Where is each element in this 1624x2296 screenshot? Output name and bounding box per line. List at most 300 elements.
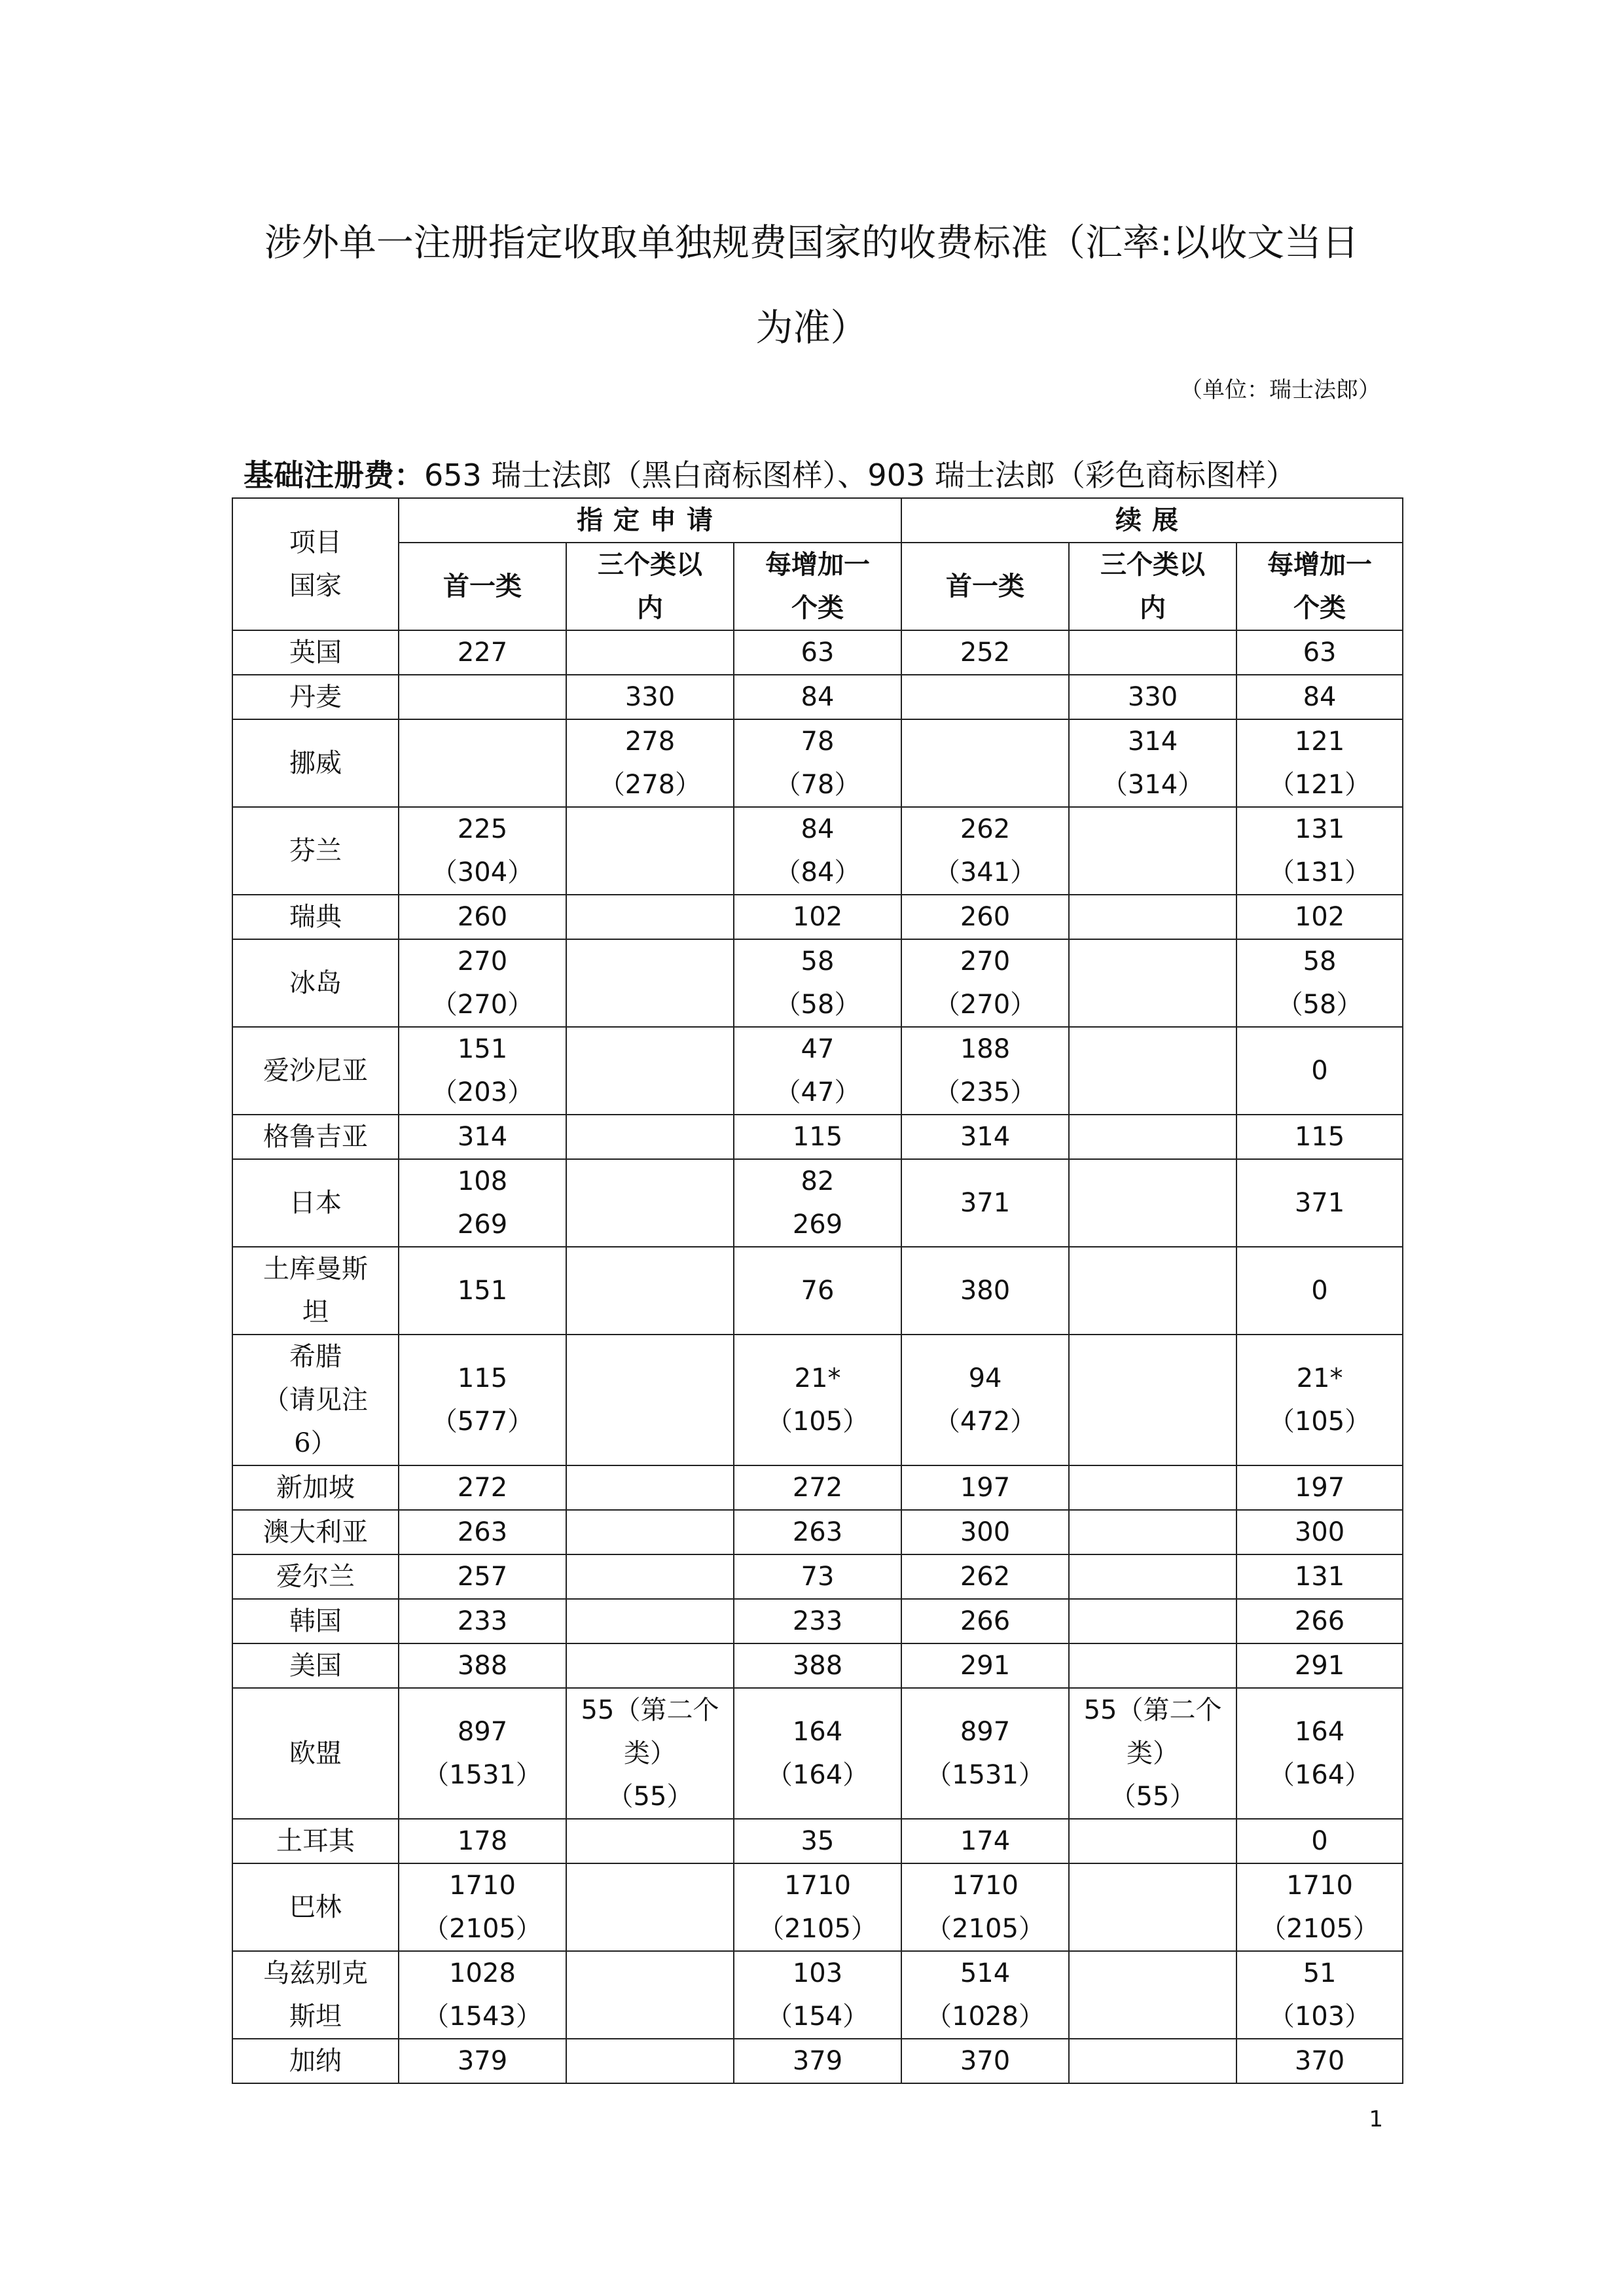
country-cell [232,807,399,895]
designation-first-cell [399,1819,566,1863]
designation-first-line: 178 [457,1826,508,1856]
renewal-additional-cell [1236,1510,1403,1554]
renewal-first-line: （270） [933,990,1037,1020]
designation-additional-cell [734,1951,901,2039]
renewal-three-cell [1069,630,1236,675]
designation-first-line: （1543） [423,2001,542,2032]
designation-first-cell [399,1027,566,1115]
designation-additional-cell [734,1335,901,1465]
renewal-additional-line: （2105） [1260,1914,1379,1944]
designation-three-line: 278 [624,726,676,757]
designation-first-cell [399,1159,566,1247]
renewal-additional-line: （131） [1268,857,1371,888]
renewal-additional-line: 291 [1294,1651,1345,1681]
renewal-additional-line: （121） [1268,770,1371,800]
renewal-three-cell [1069,675,1236,719]
renewal-three-cell [1069,1027,1236,1115]
designation-first-cell [399,2039,566,2083]
renewal-additional-line: 102 [1294,902,1345,932]
table-row [232,675,1403,719]
designation-three-cell [566,719,734,807]
renewal-additional-line: 371 [1294,1188,1345,1218]
country-cell [232,1554,399,1599]
designation-group-header: 指定申请 [399,498,901,543]
unit-note: （单位：瑞士法郎） [1180,377,1380,403]
country-line: 英国 [289,637,342,668]
designation-first-cell [399,807,566,895]
document-title-line-1: 涉外单一注册指定收取单独规费国家的收费标准（汇率:以收文当日 [264,221,1360,264]
renewal-additional-cell [1236,1643,1403,1688]
renewal-additional-line: 21* [1296,1363,1343,1393]
table-row [232,1465,1403,1510]
renewal-first-line: 370 [960,2046,1011,2076]
country-line: 瑞典 [289,902,342,932]
designation-additional-cell [734,1247,901,1335]
country-cell [232,1688,399,1819]
designation-additional-line: 1710 [784,1871,851,1901]
renewal-additional-line: 121 [1294,726,1345,757]
designation-each-additional-header: 每增加一 个类 [734,543,901,630]
designation-first-line: 227 [457,637,508,668]
renewal-additional-line: 51 [1303,1958,1337,1988]
renewal-three-cell [1069,1599,1236,1643]
document-title-line-2: 为准） [755,306,868,350]
renewal-three-cell [1069,939,1236,1027]
designation-first-line: 257 [457,1562,508,1592]
designation-three-cell [566,1115,734,1159]
renewal-additional-cell [1236,939,1403,1027]
table-row [232,1863,1403,1951]
designation-first-line: 388 [457,1651,508,1681]
designation-three-cell [566,2039,734,2083]
designation-first-cell [399,1863,566,1951]
fee-table [232,497,1403,2084]
renewal-first-line: 262 [960,814,1011,844]
renewal-additional-line: （105） [1268,1407,1371,1437]
designation-first-cell [399,1599,566,1643]
corner-header-country: 国家 [289,571,342,601]
country-cell [232,1643,399,1688]
designation-additional-line: （84） [774,857,861,888]
renewal-additional-cell [1236,719,1403,807]
renewal-first-cell [901,1643,1069,1688]
renewal-additional-line: 0 [1311,1276,1328,1306]
base-fee-line [244,452,1296,495]
designation-first-line: 233 [457,1606,508,1636]
renewal-three-cell [1069,1247,1236,1335]
renewal-additional-cell [1236,1688,1403,1819]
designation-additional-line: 78 [801,726,835,757]
designation-additional-cell [734,1819,901,1863]
renewal-additional-cell [1236,807,1403,895]
country-line: 土库曼斯 [263,1254,368,1284]
designation-three-classes-header: 三个类以 内 [566,543,734,630]
renewal-each-additional-header: 每增加一 个类 [1236,543,1403,630]
designation-additional-cell [734,1159,901,1247]
renewal-three-cell [1069,895,1236,939]
renewal-three-cell [1069,1951,1236,2039]
table-row [232,1247,1403,1335]
renewal-first-cell [901,1247,1069,1335]
renewal-additional-line: 300 [1294,1517,1345,1547]
renewal-additional-line: 197 [1294,1473,1345,1503]
base-fee-text: 653 瑞士法郎（黑白商标图样）、903 瑞士法郎（彩色商标图样） [424,457,1296,493]
renewal-three-line: 类） [1127,1738,1180,1768]
designation-three-cell [566,1643,734,1688]
designation-additional-line: （47） [774,1077,861,1107]
renewal-additional-cell [1236,1335,1403,1465]
table-row [232,1951,1403,2039]
designation-first-line: （270） [431,990,534,1020]
renewal-first-line: （1531） [926,1760,1045,1790]
table-row [232,1335,1403,1465]
designation-three-cell [566,1599,734,1643]
renewal-three-cell [1069,1819,1236,1863]
designation-additional-line: 164 [792,1717,843,1747]
country-cell [232,2039,399,2083]
renewal-additional-cell [1236,1951,1403,2039]
renewal-first-line: 266 [960,1606,1011,1636]
designation-three-cell [566,1951,734,2039]
table-row [232,1643,1403,1688]
country-line: 加纳 [289,2046,342,2076]
renewal-first-cell [901,2039,1069,2083]
base-fee-label: 基础注册费： [244,457,424,493]
renewal-first-line: 300 [960,1517,1011,1547]
country-line: 坦 [302,1297,329,1327]
designation-additional-line: （2105） [758,1914,877,1944]
designation-additional-line: （154） [766,2001,869,2032]
renewal-three-cell [1069,1115,1236,1159]
country-line: 韩国 [289,1606,342,1636]
renewal-first-line: （2105） [926,1914,1045,1944]
designation-additional-cell [734,1465,901,1510]
renewal-additional-cell [1236,2039,1403,2083]
renewal-additional-cell [1236,1554,1403,1599]
designation-additional-line: （58） [774,990,861,1020]
country-line: 新加坡 [276,1473,355,1503]
designation-three-cell [566,939,734,1027]
country-line: 欧盟 [289,1738,342,1768]
renewal-additional-line: 266 [1294,1606,1345,1636]
designation-first-line: 151 [457,1034,508,1064]
designation-first-line: 151 [457,1276,508,1306]
designation-additional-cell [734,2039,901,2083]
country-cell [232,1819,399,1863]
renewal-first-cell [901,1819,1069,1863]
renewal-first-line: （472） [933,1407,1037,1437]
designation-additional-line: 263 [792,1517,843,1547]
designation-three-cell [566,1027,734,1115]
designation-additional-line: 73 [801,1562,835,1592]
table-row [232,1819,1403,1863]
renewal-additional-line: 131 [1294,814,1345,844]
designation-first-line: （577） [431,1407,534,1437]
renewal-three-line: 55（第二个 [1083,1695,1222,1725]
country-line: 乌兹别克 [263,1958,368,1988]
designation-additional-line: （164） [766,1760,869,1790]
designation-additional-cell [734,1510,901,1554]
designation-additional-cell [734,1863,901,1951]
renewal-first-line: 188 [960,1034,1011,1064]
designation-additional-line: 58 [801,946,835,977]
renewal-additional-cell [1236,630,1403,675]
renewal-three-cell [1069,1643,1236,1688]
renewal-first-cell [901,1599,1069,1643]
designation-three-line: （278） [598,770,702,800]
renewal-additional-line: （164） [1268,1760,1371,1790]
renewal-three-cell [1069,1510,1236,1554]
renewal-three-line: （55） [1110,1782,1196,1812]
table-row [232,1027,1403,1115]
country-line: 丹麦 [289,682,342,712]
renewal-first-line: （1028） [926,2001,1045,2032]
country-cell [232,1599,399,1643]
country-cell [232,675,399,719]
designation-additional-cell [734,895,901,939]
corner-header-item: 项目 [289,528,342,558]
designation-three-cell [566,1554,734,1599]
country-line: 希腊 [289,1342,342,1372]
renewal-first-cell [901,719,1069,807]
designation-three-cell [566,1335,734,1465]
designation-additional-line: 84 [801,682,835,712]
renewal-three-cell [1069,719,1236,807]
renewal-first-cell [901,1027,1069,1115]
designation-three-cell [566,895,734,939]
renewal-first-cell [901,675,1069,719]
renewal-additional-line: 0 [1311,1826,1328,1856]
page-number: 1 [1369,2106,1383,2132]
country-line: 美国 [289,1651,342,1681]
renewal-first-line: （341） [933,857,1037,888]
renewal-three-cell [1069,2039,1236,2083]
country-cell [232,1510,399,1554]
designation-additional-line: 269 [792,1210,843,1240]
renewal-first-cell [901,1510,1069,1554]
designation-first-line: 263 [457,1517,508,1547]
designation-three-cell [566,675,734,719]
designation-additional-cell [734,1643,901,1688]
renewal-additional-cell [1236,1599,1403,1643]
designation-additional-line: 76 [801,1276,835,1306]
designation-first-cell [399,630,566,675]
country-line: 日本 [289,1188,342,1218]
renewal-first-cell [901,1688,1069,1819]
designation-additional-cell [734,675,901,719]
renewal-first-line: 252 [960,637,1011,668]
designation-first-line: （1531） [423,1760,542,1790]
designation-additional-line: 379 [792,2046,843,2076]
designation-first-cell [399,1115,566,1159]
renewal-first-cell [901,630,1069,675]
designation-three-cell [566,1465,734,1510]
designation-additional-line: 47 [801,1034,835,1064]
table-row [232,895,1403,939]
designation-first-line: 108 [457,1166,508,1196]
designation-first-line: 897 [457,1717,508,1747]
designation-additional-cell [734,719,901,807]
designation-first-line: （304） [431,857,534,888]
renewal-first-cell [901,1335,1069,1465]
designation-first-cell [399,719,566,807]
designation-additional-cell [734,1688,901,1819]
renewal-additional-cell [1236,1115,1403,1159]
designation-first-line: 270 [457,946,508,977]
designation-first-line: 225 [457,814,508,844]
designation-additional-line: 103 [792,1958,843,1988]
country-cell [232,1027,399,1115]
table-row [232,1159,1403,1247]
country-line: 6） [294,1428,337,1458]
designation-additional-cell [734,1115,901,1159]
designation-additional-cell [734,1027,901,1115]
country-line: 爱沙尼亚 [263,1056,368,1086]
designation-first-class-header: 首一类 [399,543,566,630]
designation-three-cell [566,1819,734,1863]
renewal-three-cell [1069,1554,1236,1599]
designation-first-line: （2105） [423,1914,542,1944]
designation-three-line: 类） [624,1738,676,1768]
designation-additional-line: 272 [792,1473,843,1503]
corner-header [232,498,399,630]
country-line: 土耳其 [276,1826,355,1856]
country-line: 斯坦 [289,2001,342,2032]
designation-first-cell [399,1951,566,2039]
designation-additional-line: 388 [792,1651,843,1681]
table-row [232,807,1403,895]
renewal-additional-cell [1236,1027,1403,1115]
renewal-first-line: 270 [960,946,1011,977]
renewal-additional-line: 63 [1303,637,1337,668]
renewal-additional-line: 164 [1294,1717,1345,1747]
table-row [232,939,1403,1027]
renewal-additional-line: （103） [1268,2001,1371,2032]
designation-first-line: 272 [457,1473,508,1503]
country-line: 挪威 [289,748,342,778]
designation-additional-line: 21* [794,1363,841,1393]
renewal-additional-cell [1236,1465,1403,1510]
country-line: 巴林 [289,1892,342,1922]
country-cell [232,1863,399,1951]
renewal-first-line: 291 [960,1651,1011,1681]
renewal-additional-cell [1236,895,1403,939]
designation-additional-line: 115 [792,1122,843,1152]
renewal-additional-line: （58） [1276,990,1363,1020]
fee-table-body [232,630,1403,2083]
designation-first-cell [399,1465,566,1510]
renewal-first-line: 380 [960,1276,1011,1306]
designation-three-cell [566,1863,734,1951]
designation-first-cell [399,895,566,939]
renewal-additional-line: 131 [1294,1562,1345,1592]
designation-first-cell [399,939,566,1027]
renewal-first-line: 94 [968,1363,1002,1393]
designation-first-cell [399,1643,566,1688]
country-cell [232,895,399,939]
renewal-first-cell [901,895,1069,939]
designation-additional-line: 102 [792,902,843,932]
country-cell [232,719,399,807]
designation-three-line: 330 [624,682,676,712]
renewal-first-line: 897 [960,1717,1011,1747]
country-line: 冰岛 [289,968,342,998]
renewal-additional-line: 115 [1294,1122,1345,1152]
designation-additional-line: 82 [801,1166,835,1196]
renewal-first-cell [901,1554,1069,1599]
renewal-additional-cell [1236,1819,1403,1863]
renewal-three-classes-header: 三个类以 内 [1069,543,1236,630]
designation-additional-cell [734,630,901,675]
renewal-first-line: 371 [960,1188,1011,1218]
table-row [232,719,1403,807]
country-cell [232,1951,399,2039]
designation-additional-line: 233 [792,1606,843,1636]
renewal-three-cell [1069,1159,1236,1247]
renewal-first-line: 262 [960,1562,1011,1592]
designation-three-cell [566,1510,734,1554]
country-line: 格鲁吉亚 [263,1122,368,1152]
designation-first-line: 314 [457,1122,508,1152]
designation-additional-cell [734,939,901,1027]
table-row [232,1599,1403,1643]
designation-first-line: 1710 [449,1871,516,1901]
designation-first-line: 115 [457,1363,508,1393]
renewal-additional-line: 1710 [1286,1871,1353,1901]
renewal-additional-line: 84 [1303,682,1337,712]
designation-additional-line: （105） [766,1407,869,1437]
renewal-first-line: 260 [960,902,1011,932]
table-row [232,630,1403,675]
table-row [232,2039,1403,2083]
designation-first-cell [399,1247,566,1335]
renewal-first-line: 1710 [952,1871,1019,1901]
renewal-three-line: 330 [1127,682,1178,712]
renewal-additional-line: 58 [1303,946,1337,977]
renewal-additional-cell [1236,1863,1403,1951]
renewal-additional-line: 0 [1311,1056,1328,1086]
renewal-three-cell [1069,1688,1236,1819]
renewal-three-cell [1069,807,1236,895]
renewal-first-line: 314 [960,1122,1011,1152]
renewal-first-cell [901,939,1069,1027]
designation-additional-line: 63 [801,637,835,668]
renewal-first-cell [901,1863,1069,1951]
designation-three-cell [566,630,734,675]
renewal-first-cell [901,1115,1069,1159]
designation-three-cell [566,1247,734,1335]
designation-three-cell [566,1159,734,1247]
country-line: 爱尔兰 [276,1562,355,1592]
renewal-three-line: （314） [1101,770,1204,800]
renewal-group-header: 续展 [901,498,1403,543]
designation-additional-cell [734,1599,901,1643]
designation-first-line: 260 [457,902,508,932]
designation-three-line: 55（第二个 [581,1695,719,1725]
country-cell [232,1465,399,1510]
designation-additional-line: （78） [774,770,861,800]
country-cell [232,939,399,1027]
designation-additional-line: 84 [801,814,835,844]
renewal-additional-cell [1236,1247,1403,1335]
country-line: 芬兰 [289,836,342,866]
renewal-first-cell [901,1159,1069,1247]
designation-first-cell [399,675,566,719]
renewal-three-cell [1069,1335,1236,1465]
renewal-additional-cell [1236,1159,1403,1247]
renewal-first-cell [901,1465,1069,1510]
table-row [232,1688,1403,1819]
